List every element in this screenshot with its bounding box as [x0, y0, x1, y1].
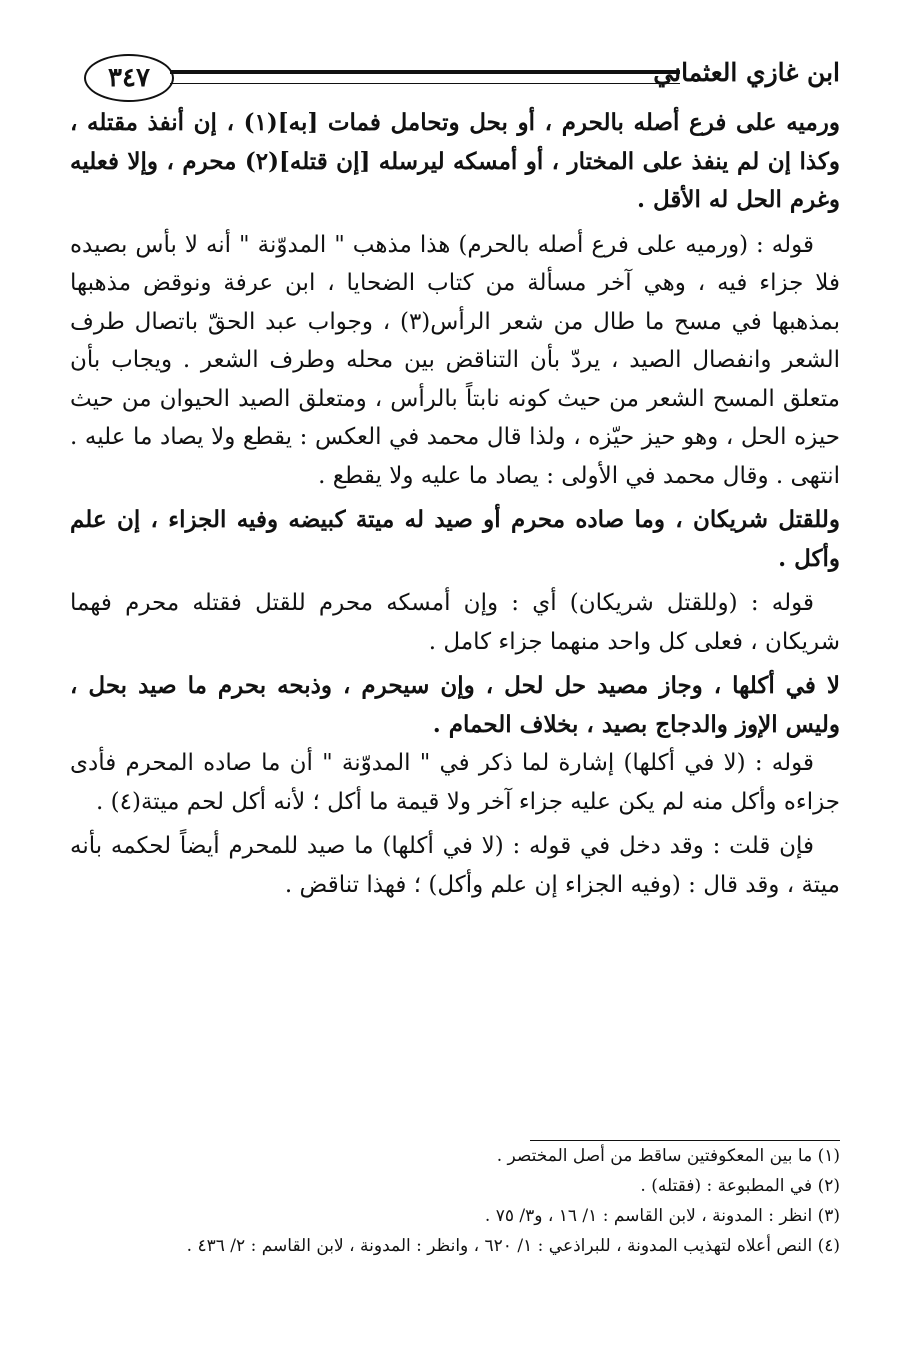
body-text: [70, 104, 840, 904]
page-number: ٣٤٧: [84, 54, 174, 102]
page-header: [70, 48, 840, 104]
page: [70, 48, 840, 904]
commentary-paragraph: قوله : (لا في أكلها) إشارة لما ذكر في " المدوّنة " أن ما صاده المحرم فأدى جزاءه وأكل منه لم يكن عليه جزاء آخر ولا قيمة ما أكل ؛ لأنه أكل لحم ميتة(٤) .: [70, 750, 840, 815]
footnote: (٤) النص أعلاه لتهذيب المدونة ، للبراذعي : ١/ ٦٢٠ ، وانظر : المدونة ، لابن القاسم : ٢/ ٤٣٦ .: [186, 1236, 840, 1256]
matn-paragraph: وللقتل شريكان ، وما صاده محرم أو صيد له ميتة كبيضه وفيه الجزاء ، إن علم وأكل .: [70, 506, 840, 572]
matn-paragraph: ورميه على فرع أصله بالحرم ، أو بحل وتحامل فمات [به](١) ، إن أنفذ مقتله ، وكذا إن لم ينفذ على المختار ، أو أمسكه ليرسله [إن قتله](٢) محرم ، وإلا فعليه وغرم الحل له الأقل .: [70, 109, 840, 213]
commentary-paragraph: قوله : (وللقتل شريكان) أي : وإن أمسكه محرم للقتل فقتله محرم فهما شريكان ، فعلى كل واحد منهما جزاء كامل .: [70, 590, 840, 655]
commentary-paragraph: قوله : (ورميه على فرع أصله بالحرم) هذا مذهب " المدوّنة " أنه لا بأس بصيده فلا جزاء فيه ، وهي آخر مسألة من كتاب الضحايا ، ابن عرفة ونوقض مذهبها بمذهبها في مسح ما طال من شعر الرأس(٣) ، وجواب عبد الحقّ باتصال طرف الشعر وانفصال الصيد ، يردّ بأن التناقض بين محله وطرف الشعر . ويجاب بأن متعلق المسح الشعر من حيث كونه نابتاً بالرأس ، ومتعلق الصيد الحيوان من حيث حيزه الحل ، وهو حيز حيّزه ، ولذا قال محمد في العكس : يقطع ولا يصاد ما عليه . انتهى . وقال محمد في الأولى : يصاد ما عليه ولا يقطع .: [70, 231, 840, 489]
matn-paragraph: لا في أكلها ، وجاز مصيد حل لحل ، وإن سيحرم ، وذبحه بحرم ما صيد بحل ، وليس الإوز والدجاج بصيد ، بخلاف الحمام .: [70, 672, 840, 738]
running-title: ابن غازي العثماني: [653, 58, 840, 87]
footnote: (٣) انظر : المدونة ، لابن القاسم : ١/ ١٦ ، و٣/ ٧٥ .: [484, 1206, 840, 1226]
commentary-paragraph: فإن قلت : وقد دخل في قوله : (لا في أكلها) ما صيد للمحرم أيضاً لحكمه بأنه ميتة ، وقد قال : (وفيه الجزاء إن علم وأكل) ؛ فهذا تناقض .: [70, 833, 840, 898]
header-rule: [170, 70, 680, 84]
footnotes: [70, 1140, 840, 1261]
footnote: (٢) في المطبوعة : (فقتله) .: [640, 1176, 840, 1196]
footnote: (١) ما بين المعكوفتين ساقط من أصل المختصر .: [496, 1146, 840, 1166]
